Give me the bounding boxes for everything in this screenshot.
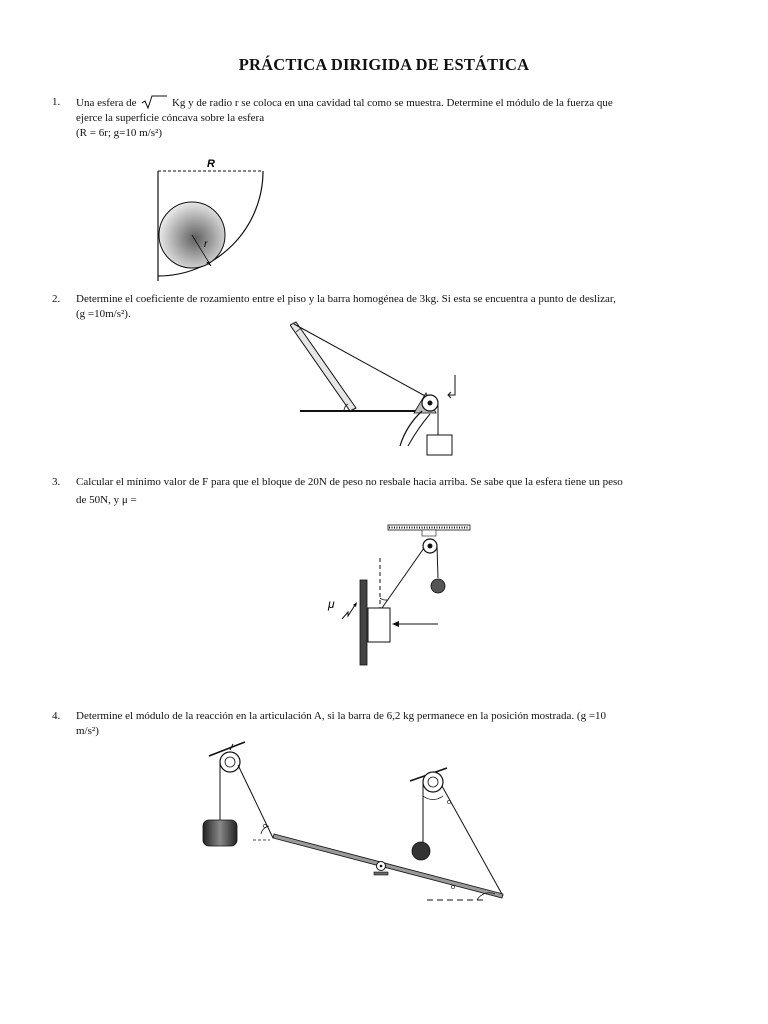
rope-to-ball	[437, 546, 438, 578]
problem-text-line: Calcular el mínimo valor de F para que el bloque de 20N de peso no resbale hacia arriba. Se sabe que la esfera tiene un peso	[76, 476, 623, 488]
problem-number: 4.	[52, 710, 61, 722]
label-mu: μ	[328, 597, 335, 611]
problem-text-line: ejerce la superficie cóncava sobre la esfera	[76, 112, 265, 124]
problem-data-line: (R = 6r; g=10 m/s²)	[76, 127, 162, 139]
rope-right-to-bar-end	[442, 786, 503, 896]
label-r: r	[204, 239, 208, 250]
left-pulley	[220, 752, 240, 772]
problem-text-line: (g =10m/s²).	[76, 308, 131, 320]
problem-number: 3.	[52, 476, 61, 488]
problem-number: 2.	[52, 293, 61, 305]
hanging-ball	[431, 579, 445, 593]
figure-4-bar-pulleys	[195, 738, 515, 908]
hinge-support	[374, 872, 388, 875]
rope-to-pulley	[294, 324, 427, 397]
problem-number: 1.	[52, 96, 61, 108]
hanging-ball	[412, 842, 430, 860]
problem-1	[52, 95, 717, 141]
rope-to-block	[382, 548, 424, 608]
problem-text-line: Determine el módulo de la reacción en la articulación A, si la barra de 6,2 kg permanece en la posición mostrada. (g =10	[76, 710, 607, 722]
direction-arrow	[448, 375, 455, 398]
rope-left-to-bar	[238, 765, 273, 838]
force-F-arrow-head	[392, 621, 399, 627]
page-title: PRÁCTICA DIRIGIDA DE ESTÁTICA	[238, 55, 530, 74]
problem-3	[52, 475, 717, 508]
problem-text-line: Determine el coeficiente de rozamiento entre el piso y la barra homogénea de 3kg. Si esta se encuentra a punto de deslizar,	[76, 293, 616, 305]
problem-text-fragment: Una esfera de	[76, 97, 137, 109]
hanging-drum	[203, 820, 237, 846]
problem-text-fragment: Kg y de radio r se coloca en una cavidad tal como se muestra. Determine el módulo de la fuerza que	[171, 97, 613, 109]
problem-text-line	[76, 95, 717, 111]
problem-text-line: m/s²)	[76, 725, 99, 737]
wall	[360, 580, 367, 665]
figure-3-wall-block	[320, 520, 480, 670]
problem-text-line: de 50N, y μ =	[76, 494, 137, 506]
pulley-axle	[428, 544, 433, 549]
label-R: R	[207, 158, 215, 170]
inclined-bar	[273, 834, 503, 898]
hinge-A-pin	[380, 865, 383, 868]
square-root-sign	[139, 95, 169, 109]
figure-1-cavity	[150, 155, 270, 285]
pulley-mount	[422, 530, 436, 536]
figure-2-bar-pulley	[290, 318, 480, 460]
rope-angle-mark	[380, 598, 387, 600]
right-angle-mark	[423, 796, 443, 800]
inclined-bar	[290, 322, 356, 411]
problem-4	[52, 709, 717, 739]
hanging-block	[427, 435, 452, 455]
bar-mid-mark	[451, 885, 454, 888]
block	[368, 608, 390, 642]
friction-arrow-head	[353, 602, 357, 607]
pulley-axle	[428, 401, 433, 406]
friction-arrow	[342, 605, 355, 619]
right-pulley	[423, 772, 443, 792]
